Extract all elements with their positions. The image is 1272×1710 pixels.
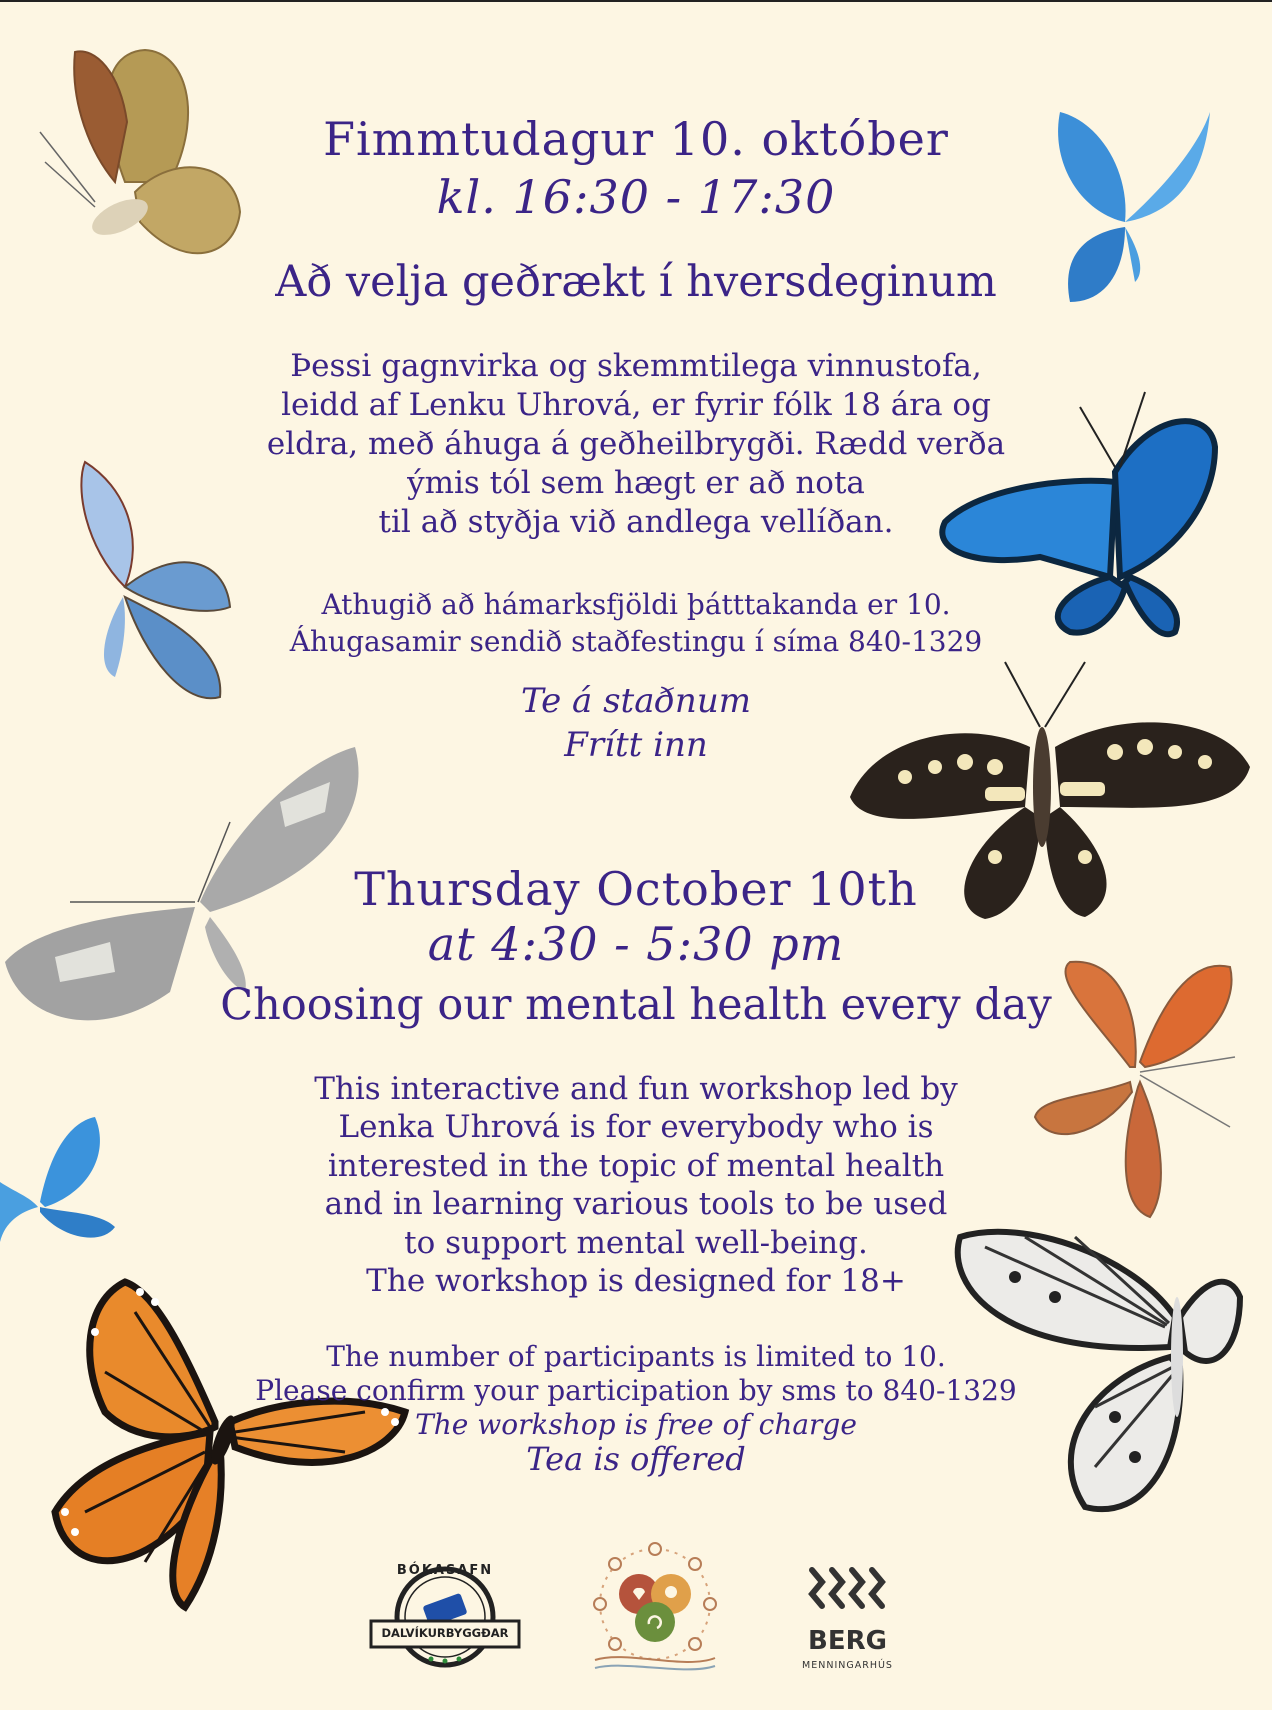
english-time: at 4:30 - 5:30 pm xyxy=(427,917,845,971)
library-logo xyxy=(365,1555,525,1675)
icelandic-notice-line: Áhugasamir sendið staðfestingu í síma 840-1329 xyxy=(289,625,983,658)
icelandic-description-line: Þessi gagnvirka og skemmtilega vinnustofa, xyxy=(290,348,982,384)
english-description-line: to support mental well-being. xyxy=(404,1225,868,1261)
berg-subtitle: MENNINGARHÚS xyxy=(802,1660,893,1671)
english-description-line: Lenka Uhrová is for everybody who is xyxy=(338,1109,934,1145)
english-tea-note: Tea is offered xyxy=(526,1440,746,1478)
wellbeing-circle-icon xyxy=(585,1542,725,1677)
english-notice-line: The number of participants is limited to 10. xyxy=(326,1340,946,1373)
icelandic-date: Fimmtudagur 10. október xyxy=(323,112,949,166)
icelandic-description-line: eldra, með áhuga á geðheilbrygði. Rædd verða xyxy=(266,426,1006,462)
english-notice-line: Please confirm your participation by sms to 840-1329 xyxy=(255,1374,1017,1407)
icelandic-description-line: til að styðja við andlega vellíðan. xyxy=(378,504,894,540)
icelandic-free-entry: Frítt inn xyxy=(564,725,708,765)
berg-emblem-icon xyxy=(780,1562,915,1622)
icelandic-time: kl. 16:30 - 17:30 xyxy=(436,170,836,224)
english-title: Choosing our mental health every day xyxy=(220,980,1052,1030)
english-description-line: The workshop is designed for 18+ xyxy=(366,1263,906,1299)
english-free-note: The workshop is free of charge xyxy=(415,1408,857,1441)
library-name-band: DALVÍKURBYGGÐAR xyxy=(381,1626,509,1640)
icelandic-description-line: ýmis tól sem hægt er að nota xyxy=(407,465,865,501)
english-date: Thursday October 10th xyxy=(354,862,918,916)
library-name-top: BÓKASAFN xyxy=(396,1563,494,1578)
berg-name: BERG xyxy=(808,1626,887,1656)
berg-logo xyxy=(780,1562,915,1677)
english-description-line: and in learning various tools to be used xyxy=(324,1186,948,1222)
wellbeing-logo xyxy=(585,1542,725,1677)
english-description-line: interested in the topic of mental health xyxy=(327,1148,945,1184)
english-description-line: This interactive and fun workshop led by xyxy=(314,1071,958,1107)
icelandic-title: Að velja geðrækt í hversdeginum xyxy=(275,257,997,307)
icelandic-notice-line: Athugið að hámarksfjöldi þátttakanda er 10. xyxy=(321,588,951,621)
icelandic-tea-note: Te á staðnum xyxy=(521,681,751,721)
icelandic-description-line: leidd af Lenku Uhrová, er fyrir fólk 18 ára og xyxy=(281,387,991,423)
